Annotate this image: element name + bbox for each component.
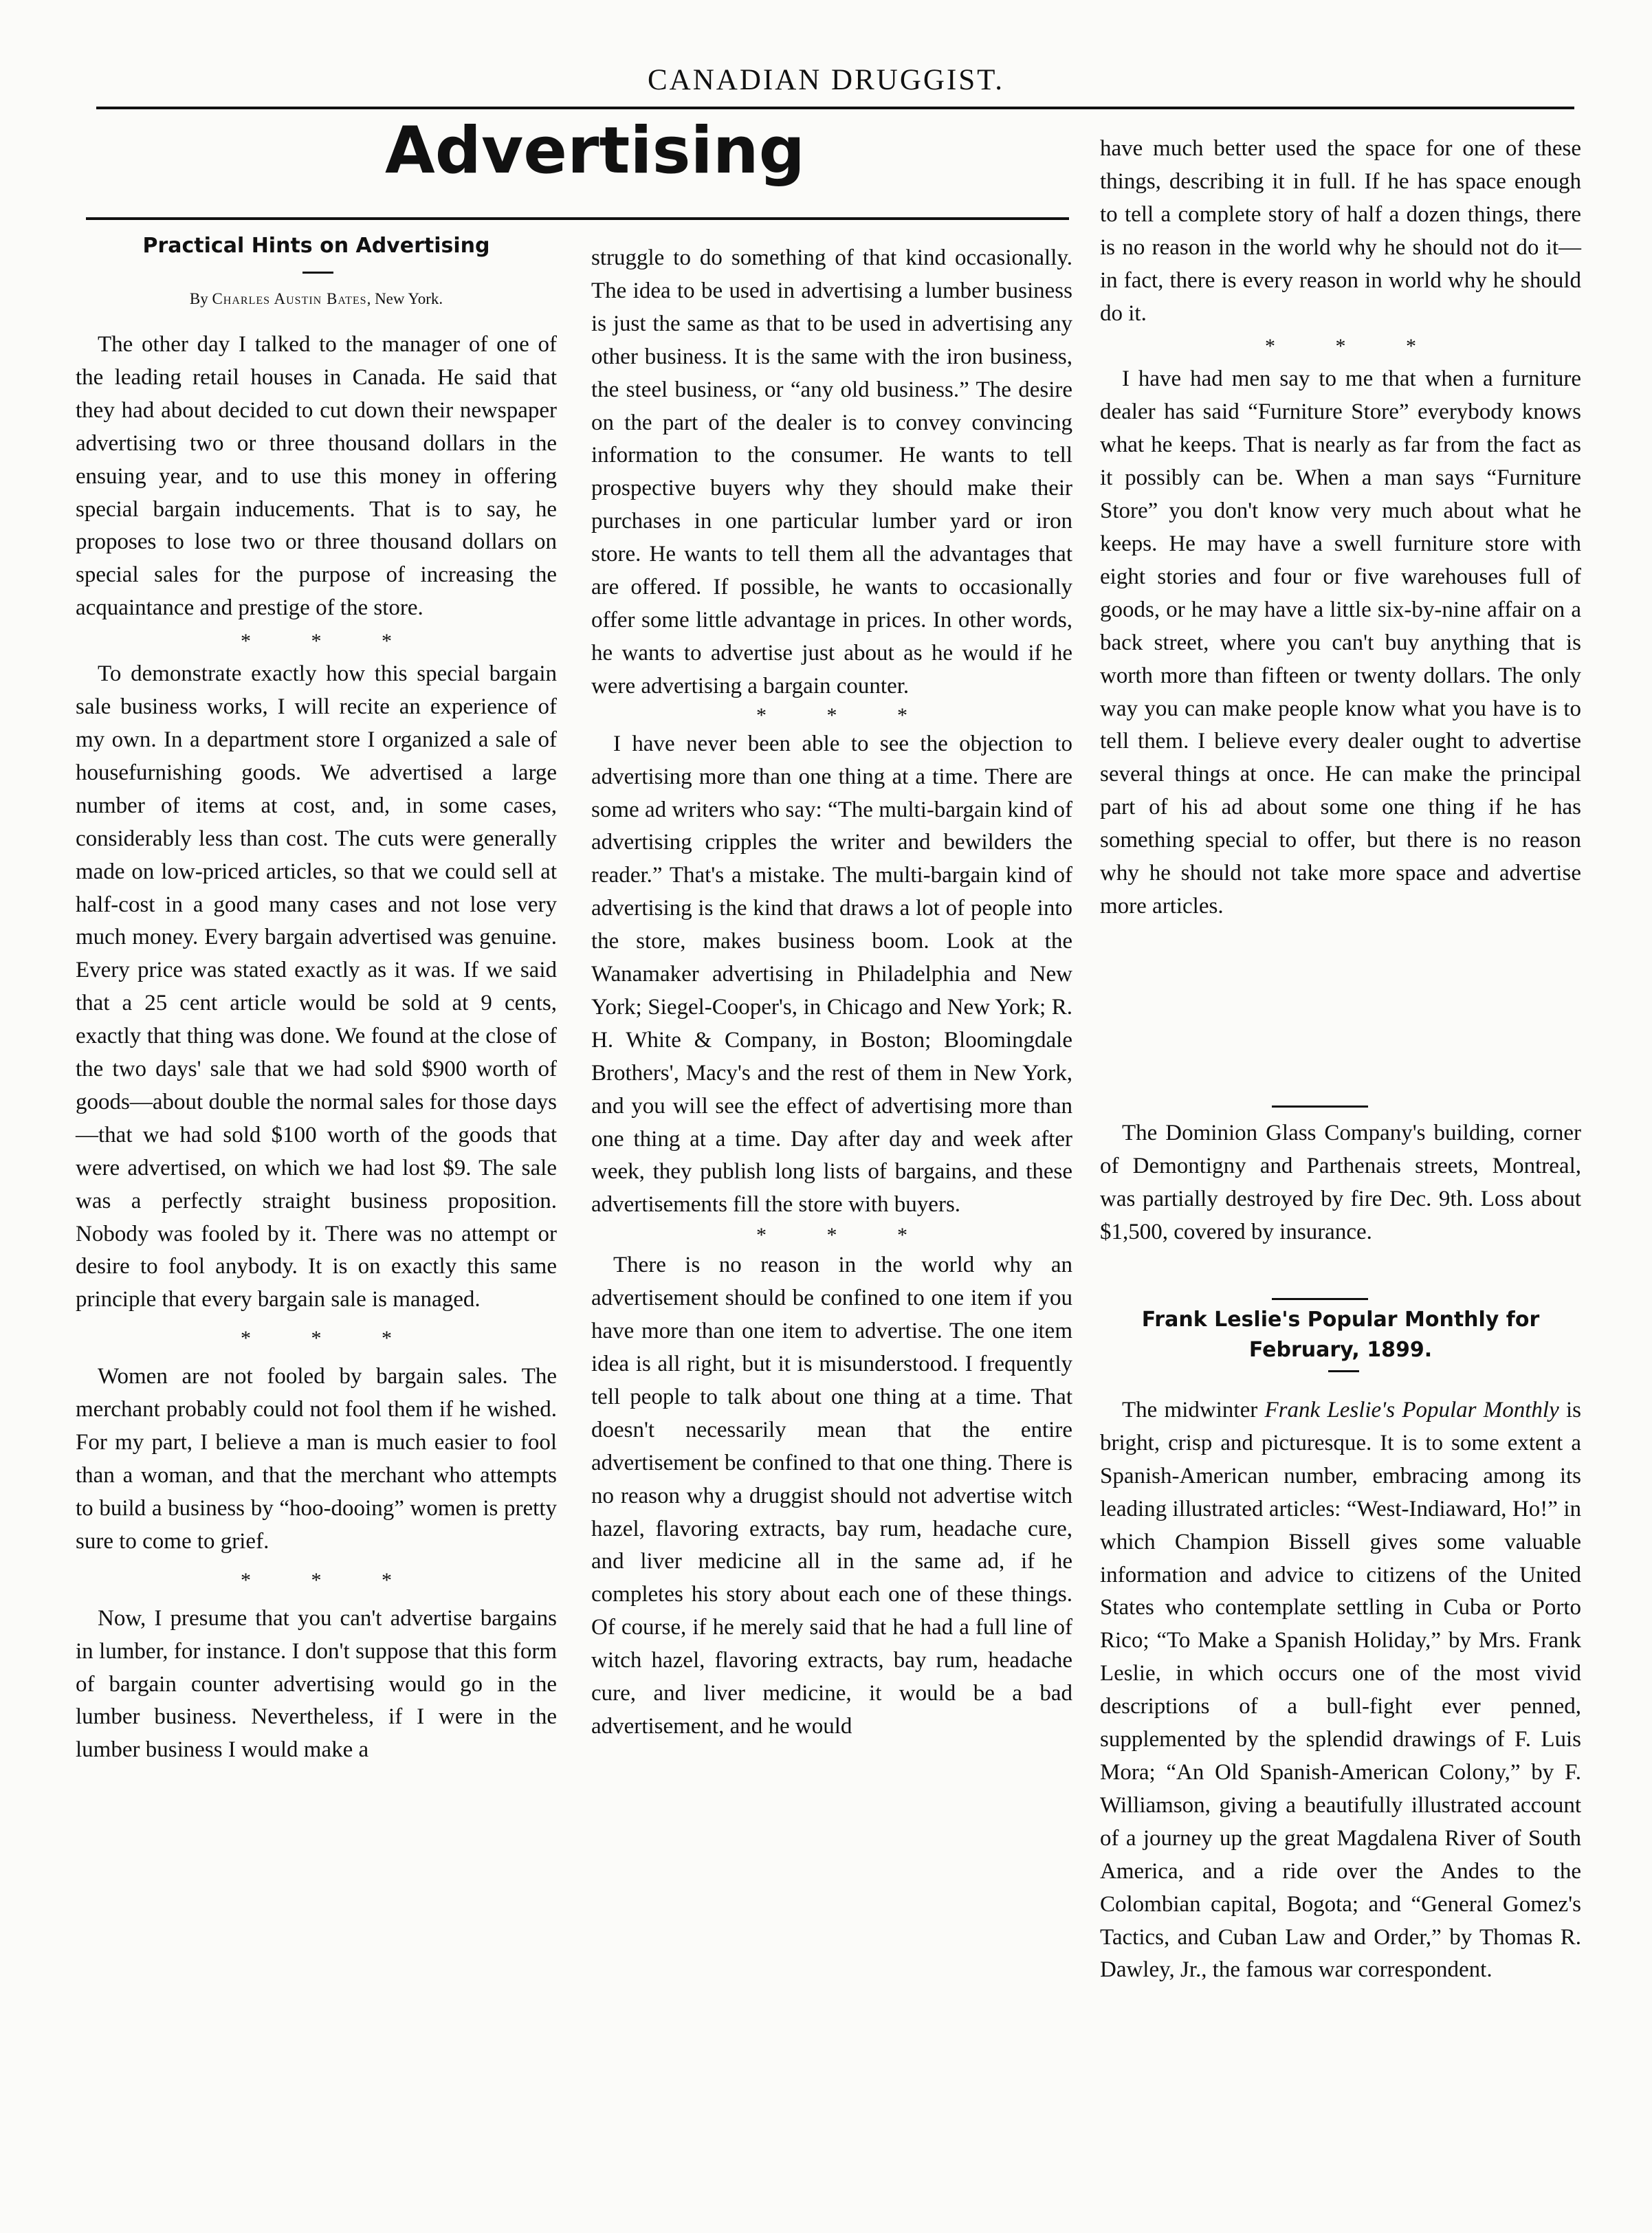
column-3 bbox=[1100, 133, 1581, 923]
byline-prefix: By bbox=[189, 290, 208, 307]
paragraph: Women are not fooled by bargain sales. The merchant probably could not fool them if he wished. For my part, I believe a man is much easier to fool than a woman, and that the merchant who attempts to build a business by “hoo-dooing” women is pretty sure to come to grief. bbox=[76, 1364, 557, 1554]
divider-rule bbox=[1272, 1298, 1368, 1300]
review-lead: The midwinter bbox=[1122, 1398, 1265, 1422]
paragraph: Now, I presume that you can't advertise bargains in lumber, for instance. I don't suppose that this form of bargain counter advertising would go in the lumber business. Nevertheless, if I were in the lumber business I would make a bbox=[76, 1605, 557, 1763]
notice-text: The Dominion Glass Company's building, corner of Demontigny and Parthenais streets, Montreal, was partially destroyed by fire Dec. 9th. Loss about $1,500, covered by insurance. bbox=[1100, 1121, 1581, 1244]
paragraph: struggle to do something of that kind occasionally. The idea to be used in advertising a lumber business is just the same as that to be used in advertising any other business. It is the same with the iron business, the steel business, or “any old business.” The desire on the part of the dealer is to convey convincing information to the consumer. He wants to tell prospective buyers why they should make their purchases in one particular lumber yard or iron store. He wants to tell them all the advantages that are offered. If possible, he wants to occasionally offer some little advantage in prices. In other words, he wants to advertise just about as he would if he were advertising a bargain counter. bbox=[591, 245, 1072, 698]
section-title-rule bbox=[86, 217, 1069, 220]
notice bbox=[1100, 1117, 1581, 1249]
column-1 bbox=[76, 329, 557, 1767]
paragraph: To demonstrate exactly how this special bargain sale business works, I will recite an experience of my own. In a department store I organized a sale of housefurnishing goods. We advertised a large number of items at cost, and, in some cases, considerably less than cost. The cuts were generally made on low-priced articles, so that we could sell at half-cost in a good many cases and not lose very much money. Every bargain advertised was genuine. Every price was stated exactly as it was. If we said that a 25 cent article would be sold at 9 cents, exactly that thing was done. We found at the close of the two days' sale that we had sold $900 worth of goods—about double the normal sales for those days—that we had sold $100 worth of the goods that were advertised, on which we had lost $9. The sale was a perfectly straight business proposition. Nobody was fooled by it. There was no attempt or desire to fool anybody. It is on exactly this same principle that every bargain sale is managed. bbox=[76, 661, 557, 1312]
paragraph: There is no reason in the world why an advertisement should be confined to one item if you have more than one item to advertise. The one item idea is all right, but it is misunderstood. I frequently tell people to talk about one thing at a time. That doesn't necessarily mean that the entire advertisement be confined to that one thing. There is no reason why a druggist should not advertise witch hazel, flavoring extracts, bay rum, headache cure, and liver medicine all in the same ad, if he completes his story about each one of these things. Of course, if he merely said that he had a full line of witch hazel, flavoring extracts, bay rum, headache cure, and liver medicine, it would be a bad advertisement, and he would bbox=[591, 1253, 1072, 1739]
article-title: Practical Hints on Advertising bbox=[142, 234, 490, 258]
section-break: * * * bbox=[756, 1224, 935, 1247]
running-head: CANADIAN DRUGGIST. bbox=[647, 64, 1005, 96]
review-body: is bright, crisp and picturesque. It is to some extent a Spanish-American number, embracing among its leading illustrated articles: “West-Indiaward, Ho!” in which Champion Bissell gives some valuable information and advice to citizens of the United States who contemplate settling in Cuba or Porto Rico; “To Make a Spanish Holiday,” by Mrs. Frank Leslie, in which occurs one of the most vivid descriptions of a bull-fight ever penned, supplemented by the splendid drawings of F. Luis Mora; “An Old Spanish-American Colony,” by F. Williamson, giving a beautifully illustrated account of a journey up the great Magdalena River of South America, and a ride over the Andes to the Colombian capital, Bogota; and “General Gomez's Tactics, and Cuban Law and Order,” by Thomas R. Dawley, Jr., the famous war correspondent. bbox=[1100, 1398, 1581, 1983]
header-rule bbox=[96, 107, 1574, 109]
article-title: Frank Leslie's Popular Monthly for February, 1899. bbox=[1141, 1308, 1540, 1362]
paragraph: I have had men say to me that when a furniture dealer has said “Furniture Store” everybody knows what he keeps. That is nearly as far from the fact as it possibly can be. When a man says “Furniture Store” you don't know very much about what he keeps. He may have a swell furniture store with eight stories and four or five warehouses full of goods, or he may have a little six-by-nine affair on a back street, where you can't buy anything that is worth more than fifteen or twenty dollars. The only way you can make people know what you have is to tell them. I believe every dealer ought to advertise several things at once. He can make the principal part of his ad about some one thing if he has something special to offer, but there is no reason why he should not take more space and advertise more articles. bbox=[1100, 366, 1581, 918]
paragraph: The other day I talked to the manager of one of the leading retail houses in Canada. He said that they had about decided to cut down their newspaper advertising two or three thousand dollars in the ensuing year, and to use this money in offering special bargain inducements. That is to say, he proposes to lose two or three thousand dollars on special sales for the purpose of increasing the acquaintance and prestige of the store. bbox=[76, 332, 557, 621]
title-dash bbox=[1328, 1370, 1359, 1372]
byline bbox=[76, 289, 557, 309]
section-break: * * * bbox=[241, 1568, 419, 1592]
section-break: * * * bbox=[241, 630, 419, 653]
section-break: * * * bbox=[1265, 335, 1444, 358]
section-title: Advertising bbox=[385, 113, 805, 188]
paragraph: I have never been able to see the objection to advertising more than one thing at a time. There are some ad writers who say: “The multi-bargain kind of advertising cripples the writer and bewilders the reader.” That's a mistake. The multi-bargain kind of advertising is the kind that draws a lot of people into the store, makes business boom. Look at the Wanamaker advertising in Philadelphia and New York; Siegel-Cooper's, in Chicago and New York; R. H. White & Company, in Boston; Bloomingdale Brothers', Macy's and the rest of them in New York, and you will see the effect of advertising more than one thing at a time. Day after day and week after week, they publish long lists of bargains, and these advertisements fill the store with buyers. bbox=[591, 731, 1072, 1218]
section-break: * * * bbox=[756, 703, 935, 727]
column-2 bbox=[591, 242, 1072, 1744]
review-text bbox=[1100, 1394, 1581, 1987]
paragraph: have much better used the space for one of these things, describing it in full. If he has space enough to tell a complete story of half a dozen things, there is no reason in the world why he should not do it—in fact, there is every reason in world why he should do it. bbox=[1100, 136, 1581, 326]
byline-place: , New York. bbox=[366, 290, 443, 307]
magazine-name: Frank Leslie's Popular Monthly bbox=[1264, 1398, 1559, 1422]
section-break: * * * bbox=[241, 1327, 419, 1350]
divider-rule bbox=[1272, 1106, 1368, 1108]
review bbox=[1100, 1394, 1581, 1987]
byline-author: Charles Austin Bates bbox=[212, 290, 367, 307]
title-dash bbox=[302, 272, 333, 274]
